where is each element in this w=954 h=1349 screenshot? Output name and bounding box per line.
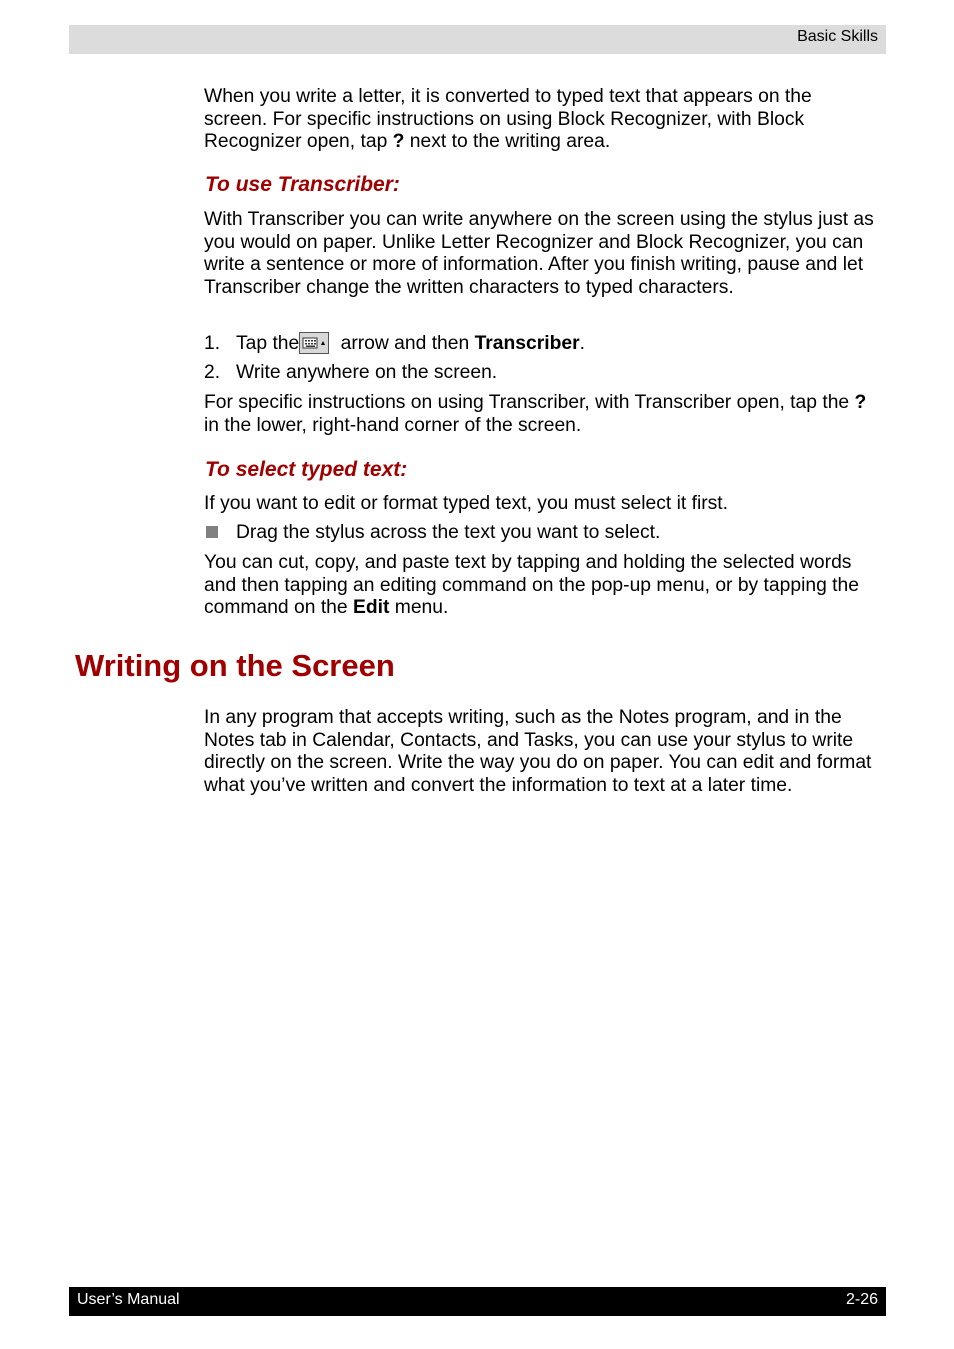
step-1-pre: Tap the <box>236 333 300 354</box>
para3-text: For specific instructions on using Transcriber, with Transcriber open, tap the <box>204 392 855 413</box>
para1-text: When you write a letter, it is converted to typed text that appears on the screen. For specific instructions on using Block Recognizer, with Block Recognizer open, tap <box>204 86 812 153</box>
footer-manual-label: User’s Manual <box>77 1291 180 1308</box>
step-1-mid: arrow and then <box>335 333 475 354</box>
header-section-label: Basic Skills <box>797 28 878 45</box>
para5-text-end: menu. <box>389 597 449 619</box>
para3-text-end: in the lower, right-hand corner of the screen. <box>204 414 582 436</box>
page-footer <box>69 1287 886 1316</box>
paragraph-select-intro: If you want to edit or format typed text, you must select it first. <box>204 493 729 514</box>
step-2-number: 2. <box>204 362 221 383</box>
keyboard-arrow-icon <box>299 332 329 354</box>
heading-use-transcriber: To use Transcriber: <box>205 173 400 196</box>
para5-bold: Edit <box>352 597 390 619</box>
para1-text-end: next to the writing area. <box>404 131 611 153</box>
paragraph-transcriber-help <box>204 392 880 437</box>
step-1-number: 1. <box>204 333 221 354</box>
paragraph-block-recognizer <box>204 86 880 154</box>
bullet-text: Drag the stylus across the text you want to select. <box>236 522 661 543</box>
heading-select-typed-text: To select typed text: <box>205 458 408 481</box>
step-2 <box>204 362 497 385</box>
footer-page-number: 2-26 <box>845 1291 878 1308</box>
step-1-post: . <box>579 333 585 354</box>
step-2-text: Write anywhere on the screen. <box>236 362 498 383</box>
para3-bold: ? <box>854 392 867 413</box>
paragraph-transcriber-intro: With Transcriber you can write anywhere on the screen using the stylus just as you would on paper. Unlike Letter Recognizer and Block Recognizer, you can write a sentence or more of information. After you finish writing, pause and let Transcriber change the written characters to typed characters. <box>204 209 874 298</box>
step-1-bold: Transcriber <box>474 333 580 354</box>
bullet-square-icon <box>206 526 218 538</box>
para1-bold: ? <box>392 131 405 153</box>
bullet-item <box>204 522 660 545</box>
section-title: Writing on the Screen <box>75 648 395 683</box>
step-1 <box>204 332 585 356</box>
paragraph-writing-on-screen: In any program that accepts writing, such as the Notes program, and in the Notes tab in Calendar, Contacts, and Tasks, you can use your stylus to write directly on the screen. Write the way you do on paper. You can edit and format what you’ve written and convert the information to text at a later time. <box>204 707 872 796</box>
paragraph-cut-copy-paste <box>204 552 880 620</box>
para5-text: You can cut, copy, and paste text by tapping and holding the selected words and then tapping an editing command on the pop-up menu, or by tapping the command on the <box>204 552 859 619</box>
page-header <box>69 25 886 54</box>
